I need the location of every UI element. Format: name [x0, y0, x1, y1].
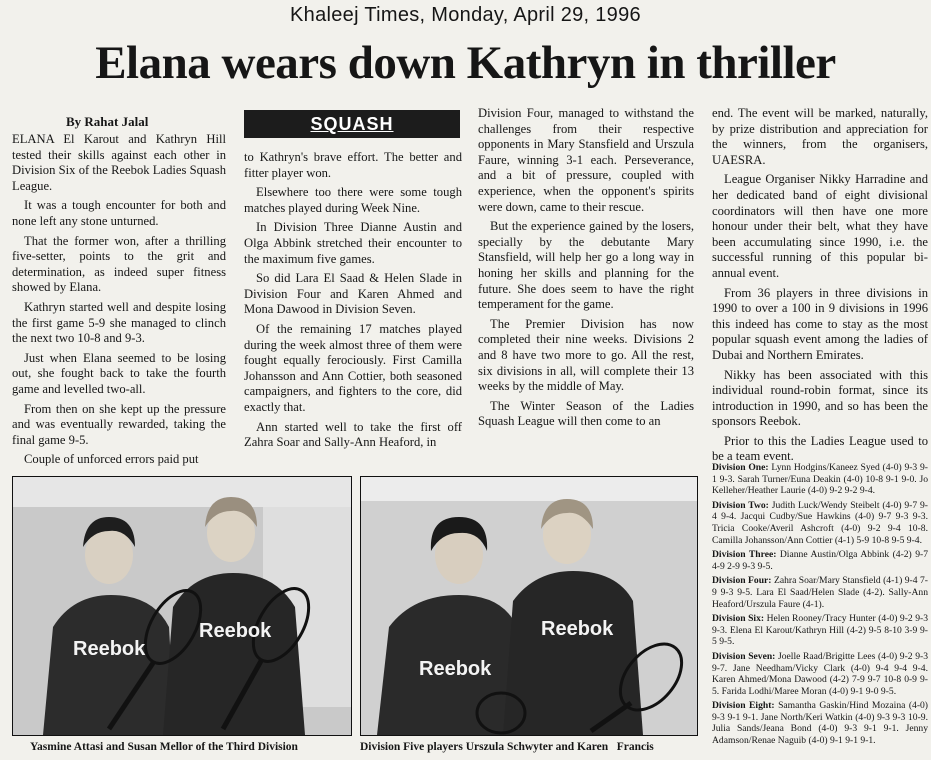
paragraph: Prior to this the Ladies League used to be a team event. [712, 433, 928, 464]
shirt-logo: Reebok [199, 620, 272, 642]
result-division [712, 549, 928, 572]
shirt-logo: Reebok [541, 618, 614, 640]
paragraph: League Organiser Nikky Harradine and her dedicated band of eight divisional coordinators will then have one more honour under their belt, what they have been accumulating since 1990, i.e. the successful running of this popular bi-annual event. [712, 172, 928, 280]
photo-caption-right: Division Five players Urszula Schwyter and Karen Francis [360, 741, 654, 753]
division-results: Lynn Hodgins/Kaneez Syed (4-0) 9-3 9-1 9-3. Sarah Turner/Euna Deakin (4-0) 10-8 9-1 9-0. Jo Kelleher/Heather Laurie (4-0) 9-2 9-2 9-4. [712, 462, 928, 497]
paragraph: From 36 players in three divisions in 1990 to over a 100 in 9 divisions in 1996 this indeed has come to stay as the most popular squash event among the ladies of Dubai and Northern Emirates. [712, 285, 928, 362]
article-column-1 [12, 132, 226, 472]
result-division [712, 700, 928, 746]
division-results: Joelle Raad/Brigitte Lees (4-0) 9-2 9-3 9-7. Jane Needham/Vicky Clark (4-0) 9-4 9-4 9-4. Karen Ahmed/Mona Dawood (4-2) 7-9 9-7 10-8 0-9 9-5. Farida Lodhi/Maree Moran (4-0) 9-1 9-0 9-5. [712, 650, 928, 697]
paragraph: It was a tough encounter for both and none left any stone unturned. [12, 198, 226, 228]
paragraph: Division Four, managed to withstand the challenges from their respective opponents in Mary Stansfield and Urszula Faure, winning 3-1 each. Perseverance, and a bit of pressure, coupled with experience, when the opponent's spirits were down, came to their rescue. [478, 106, 694, 214]
division-results: Samantha Gaskin/Hind Mozaina (4-0) 9-3 9-1 9-1. Jane North/Keri Watkin (4-0) 9-3 9-3 10-9. Julia Sands/Jeana Bond (4-0) 9-3 9-1 9-1. Jenny Adamson/Renae Naguib (4-0) 9-1 9-1 9-1. [712, 700, 929, 747]
paragraph: Couple of unforced errors paid put [24, 452, 199, 467]
division-results: Helen Rooney/Tracy Hunter (4-0) 9-2 9-3 9-3. Elena El Karout/Kathryn Hill (4-2) 9-5 8-10 3-9 9-5 9-5. [712, 613, 928, 648]
result-division [712, 613, 928, 648]
article-column-2 [244, 150, 462, 455]
shirt-logo: Reebok [419, 658, 492, 680]
paragraph: ELANA El Karout and Kathryn Hill tested their skills against each other in Division Six of the Reebok Ladies Squash League. [12, 132, 226, 193]
photo-third-division-players [12, 476, 352, 736]
paragraph: That the former won, after a thrilling five-setter, points to the grit and determination, as indeed super fitness showed by Elana. [12, 233, 226, 295]
division-label: Division Eight: [712, 700, 775, 712]
section-banner: SQUASH [244, 110, 460, 138]
byline: By Rahat Jalal [66, 114, 149, 129]
paragraph: So did Lara El Saad & Helen Slade in Division Four and Karen Ahmed and Mona Dawood in Division Seven. [244, 271, 462, 317]
paragraph: Just when Elana seemed to be losing out, she fought back to take the fourth game and levelled two-all. [12, 350, 226, 396]
photo-illustration [13, 477, 351, 735]
article-column-4 [712, 106, 928, 469]
article-column-3 [478, 106, 694, 434]
paragraph: The Winter Season of the Ladies Squash League will then come to an [478, 398, 694, 429]
result-division [712, 651, 928, 697]
dateline: Khaleej Times, Monday, April 29, 1996 [290, 4, 641, 26]
paragraph: Kathryn started well and despite losing the first game 5-9 she managed to clinch the next two 10-8 and 9-3. [12, 299, 226, 346]
headline: Elana wears down Kathryn in thriller [95, 37, 836, 89]
paragraph: Nikky has been associated with this individual round-robin format, since its introduction in 1990, and so has been the sponsors Reebok. [712, 367, 928, 429]
division-label: Division One: [712, 462, 769, 473]
paragraph: Of the remaining 17 matches played during the week almost three of them were fought equally ferociously. First Camilla Johansson and Ann Cottier, both seasoned campaigners, and fighters to the core, did exactly that. [244, 321, 462, 414]
division-results: Dianne Austin/Olga Abbink (4-2) 9-7 4-9 2-9 9-3 9-5. [712, 549, 929, 572]
paragraph: to Kathryn's brave effort. The better and fitter player won. [244, 150, 462, 180]
match-results [712, 462, 928, 750]
photo-illustration [361, 477, 697, 735]
paragraph: Elsewhere too there were some tough matches played during Week Nine. [244, 185, 462, 215]
photo-caption-left: Yasmine Attasi and Susan Mellor of the Third Division [30, 741, 298, 753]
paragraph: Ann started well to take the first off Zahra Soar and Sally-Ann Heaford, in [244, 419, 462, 450]
division-label: Division Four: [712, 575, 772, 587]
result-division [712, 575, 928, 610]
shirt-logo: Reebok [73, 638, 146, 660]
division-label: Division Two: [712, 499, 769, 511]
division-results: Judith Luck/Wendy Steibelt (4-0) 9-7 9-4 9-4. Jacqui Cudby/Sue Hawkins (4-0) 9-7 9-3 9-3. Tricia Cooke/Averil Ashcroft (4-0) 9-2 9-4 10-8. Camilla Johansson/Ann Cottier (4-1) 5-9 10-8 9-5 9-4. [712, 499, 929, 546]
division-label: Division Six: [712, 613, 765, 625]
paragraph: But the experience gained by the losers, specially by the debutante Mary Stansfield, will help her go a long way in honing her skills and planning for the future. She does seem to have the right temperament for the game. [478, 219, 694, 312]
division-label: Division Seven: [712, 650, 776, 662]
result-division [712, 500, 928, 546]
paragraph: In Division Three Dianne Austin and Olga Abbink stretched their encounter to the maximum five games. [244, 220, 462, 266]
division-label: Division Three: [712, 549, 777, 561]
division-results: Zahra Soar/Mary Stansfield (4-1) 9-4 7-9 9-3 9-5. Lara El Saad/Helen Slade (4-2). Sally-Ann Heaford/Urszula Faure (4-1). [712, 575, 928, 610]
paragraph: From then on she kept up the pressure and was eventually rewarded, taking the final game 9-5. [12, 401, 226, 447]
result-division [712, 462, 928, 497]
paragraph: The Premier Division has now completed their nine weeks. Divisions 2 and 8 have two more to go. All the rest, six divisions in all, will complete their 13 weeks by the middle of May. [478, 316, 694, 394]
paragraph: end. The event will be marked, naturally, by prize distribution and appreciation for the winners, from the organisers, UAESRA. [712, 106, 928, 167]
photo-fifth-division-players [360, 476, 698, 736]
